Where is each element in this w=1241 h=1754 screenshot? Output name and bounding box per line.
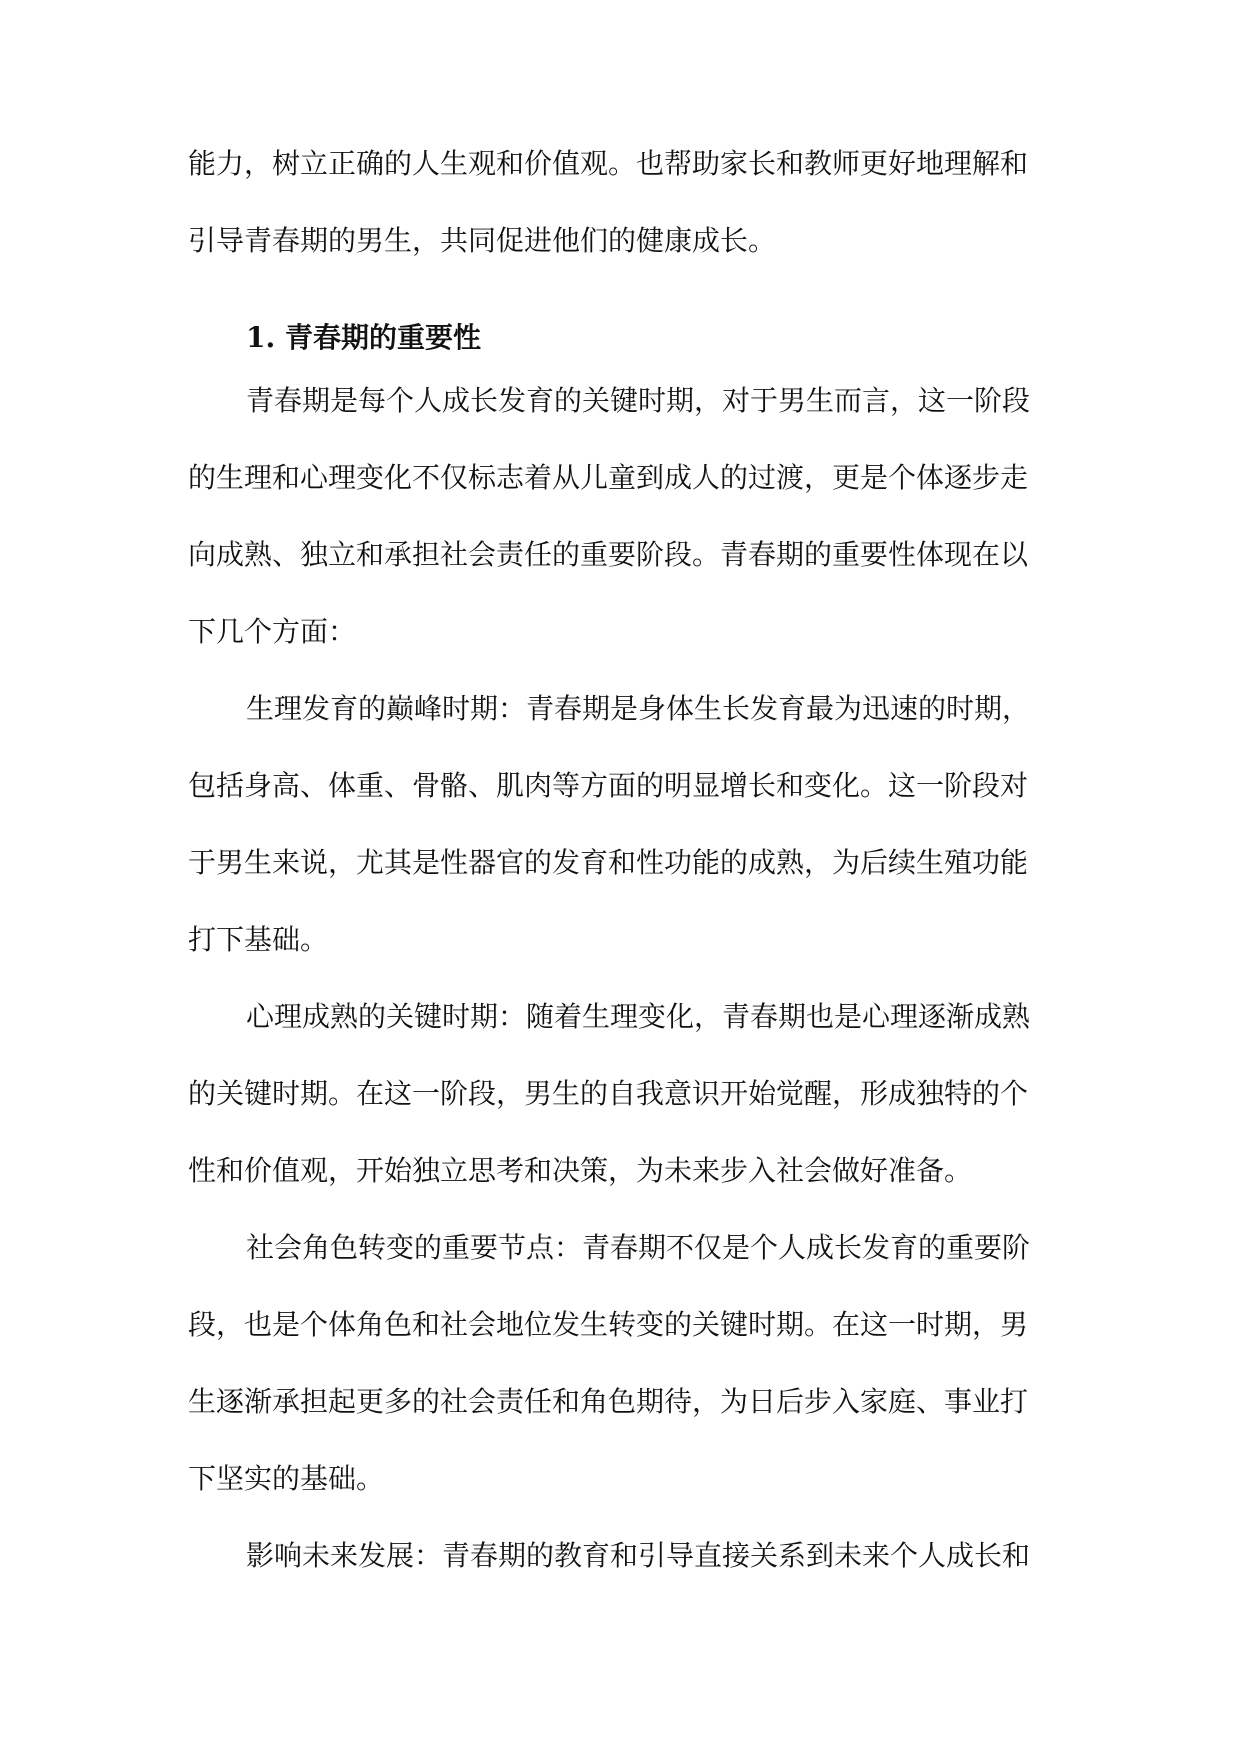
text-line: 社会角色转变的重要节点：青春期不仅是个人成长发育的重要阶: [246, 1231, 1031, 1264]
section-heading: 1. 青春期的重要性: [246, 321, 481, 354]
text-line: 性和价值观，开始独立思考和决策，为未来步入社会做好准备。: [188, 1154, 973, 1187]
paragraph-future: [188, 1538, 1052, 1573]
paragraph-psychological: [188, 999, 1052, 1188]
text-line: 影响未来发展：青春期的教育和引导直接关系到未来个人成长和: [246, 1539, 1031, 1572]
text-line: 生逐渐承担起更多的社会责任和角色期待，为日后步入家庭、事业打: [188, 1385, 1029, 1418]
text-line: 心理成熟的关键时期：随着生理变化，青春期也是心理逐渐成熟: [246, 1000, 1031, 1033]
text-line: 段，也是个体角色和社会地位发生转变的关键时期。在这一时期，男: [188, 1308, 1029, 1341]
paragraph-physical: [188, 691, 1052, 957]
text-line: 能力，树立正确的人生观和价值观。也帮助家长和教师更好地理解和: [188, 147, 1029, 180]
text-line: 于男生来说，尤其是性器官的发育和性功能的成熟，为后续生殖功能: [188, 846, 1029, 879]
paragraph-importance: [188, 383, 1052, 649]
text-line: 引导青春期的男生，共同促进他们的健康成长。: [188, 224, 777, 257]
text-line: 包括身高、体重、骨骼、肌肉等方面的明显增长和变化。这一阶段对: [188, 769, 1029, 802]
intro-paragraph: [188, 146, 1052, 258]
document-body: [188, 146, 1052, 1573]
text-line: 的关键时期。在这一阶段，男生的自我意识开始觉醒，形成独特的个: [188, 1077, 1029, 1110]
text-line: 青春期是每个人成长发育的关键时期，对于男生而言，这一阶段: [246, 384, 1031, 417]
text-line: 向成熟、独立和承担社会责任的重要阶段。青春期的重要性体现在以: [188, 538, 1029, 571]
text-line: 的生理和心理变化不仅标志着从儿童到成人的过渡，更是个体逐步走: [188, 461, 1029, 494]
text-line: 打下基础。: [188, 923, 329, 956]
text-line: 生理发育的巅峰时期：青春期是身体生长发育最为迅速的时期，: [246, 692, 1031, 725]
text-line: 下几个方面：: [188, 615, 357, 648]
paragraph-social-role: [188, 1230, 1052, 1496]
text-line: 下坚实的基础。: [188, 1462, 385, 1495]
